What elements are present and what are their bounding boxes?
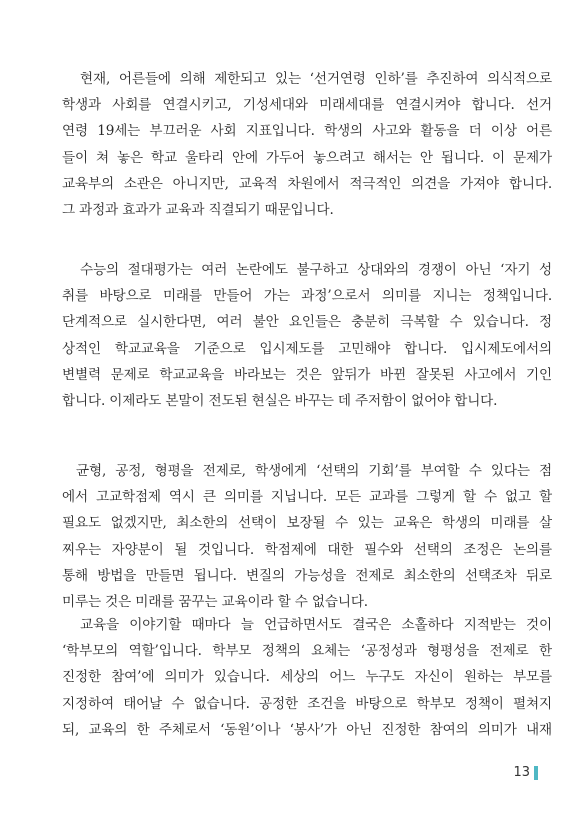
page-number: 13	[513, 765, 530, 780]
text-line: 찌우는 자양분이 될 것입니다. 학점제에 대한 필수와 선택의 조정은 논의를	[62, 541, 552, 558]
text-line: 균형, 공정, 형평을 전제로, 학생에게 ‘선택의 기회’를 부여할 수 있다는 점	[76, 463, 552, 479]
text-line: 미루는 것은 미래를 꿈꾸는 교육이라 할 수 없습니다.	[62, 593, 368, 610]
paragraph-1	[62, 66, 552, 223]
page-number-marker	[534, 766, 538, 780]
text-line: 그 과정과 효과가 교육과 직결되기 때문입니다.	[62, 201, 334, 218]
text-line: 상적인 학교교육을 기준으로 입시제도를 고민해야 합니다. 입시제도에서의	[62, 340, 552, 357]
text-line: 들이 쳐 놓은 학교 울타리 안에 가두어 놓으려고 해서는 안 됩니다. 이 문제가	[62, 149, 552, 166]
text-line: 현재, 어른들에 의해 제한되고 있는 ‘선거연령 인하’를 추진하여 의식적으로	[80, 71, 552, 87]
text-line: 단계적으로 실시한다면, 여러 불안 요인들은 충분히 극복할 수 있습니다. 정	[62, 314, 552, 331]
text-line: 진정한 참여’에 의미가 있습니다. 세상의 어느 누구도 자신이 원하는 부모를	[62, 669, 552, 686]
text-line: 수능의 절대평가는 여러 논란에도 불구하고 상대와의 경쟁이 아닌 ‘자기 성	[80, 262, 552, 278]
paragraph-3	[62, 458, 552, 615]
paragraph-2	[62, 257, 552, 414]
text-line: ‘학부모의 역할’입니다. 학부모 정책의 요체는 ‘공정성과 형평성을 전제로 한	[62, 643, 552, 660]
text-line: 되, 교육의 한 주체로서 ‘동원’이나 ‘봉사’가 아닌 진정한 참여의 의미가 내재	[62, 721, 552, 738]
text-line: 교육부의 소관은 아니지만, 교육적 차원에서 적극적인 의견을 가져야 합니다.	[62, 175, 552, 192]
text-line: 합니다. 이제라도 본말이 전도된 현실은 바꾸는 데 주저함이 없어야 합니다.	[62, 392, 498, 409]
text-line: 교육을 이야기할 때마다 늘 언급하면서도 결국은 소홀하다 지적받는 것이	[80, 617, 552, 633]
paragraph-4	[62, 612, 552, 743]
text-line: 학생과 사회를 연결시키고, 기성세대와 미래세대를 연결시켜야 합니다. 선거	[62, 97, 552, 114]
text-line: 변별력 문제로 학교교육을 바라보는 것은 앞뒤가 바뀐 잘못된 사고에서 기인	[62, 366, 552, 383]
page-footer	[513, 765, 538, 780]
text-line: 연령 19세는 부끄러운 사회 지표입니다. 학생의 사고와 활동을 더 이상 어른	[62, 123, 552, 140]
text-line: 지정하여 태어날 수 없습니다. 공정한 조건을 바탕으로 학부모 정책이 펼쳐지	[62, 695, 552, 712]
text-line: 통해 방법을 만들면 됩니다. 변질의 가능성을 전제로 최소한의 선택조차 뒤로	[62, 567, 552, 584]
text-line: 에서 고교학점제 역시 큰 의미를 지닙니다. 모든 교과를 그렇게 할 수 없고 할	[62, 489, 552, 506]
text-line: 취를 바탕으로 미래를 만들어 가는 과정’으로서 의미를 지니는 정책입니다.	[62, 288, 552, 305]
text-line: 필요도 없겠지만, 최소한의 선택이 보장될 수 있는 교육은 학생의 미래를 살	[62, 515, 552, 532]
